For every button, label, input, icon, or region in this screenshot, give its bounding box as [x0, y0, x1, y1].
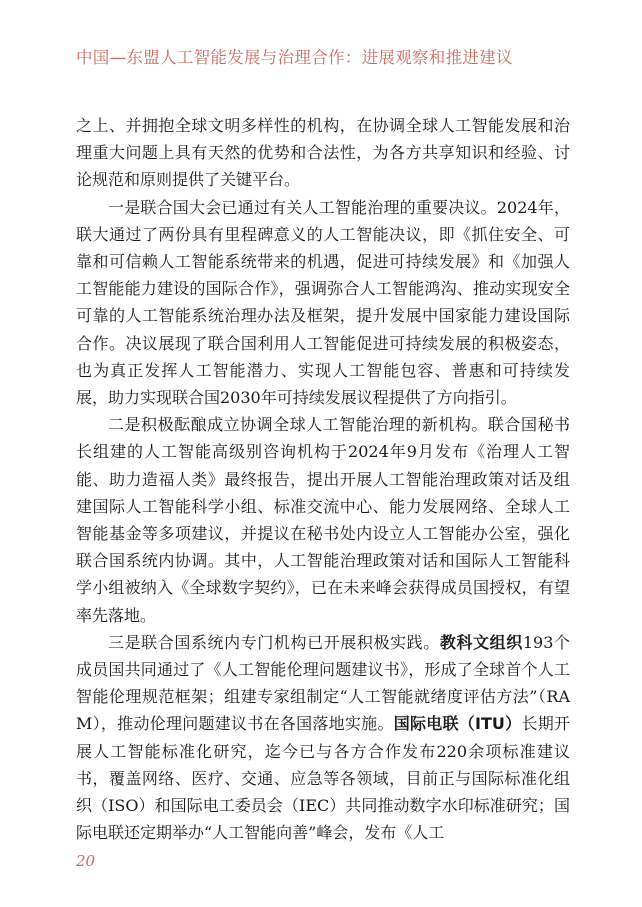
- paragraph-continuation: 之上、并拥抱全球文明多样性的机构，在协调全球人工智能发展和治理重大问题上具有天然的优势和合法性，为各方共享知识和经验、讨论规范和原则提供了关键平台。: [76, 116, 570, 190]
- running-header: 中国—东盟人工智能发展与治理合作：进展观察和推进建议: [76, 48, 513, 67]
- paragraph-middle: 193个成员国共同通过了《人工智能伦理问题建议书》，形成了全球首个人工智能伦理规范框架；组建专家组制定“人工智能就绪度评估方法”（RAM），推动伦理问题建议书在各国落地实施。: [76, 632, 570, 734]
- paragraph-un-general-assembly: 一是联合国大会已通过有关人工智能治理的重要决议。2024年，联大通过了两份具有里程碑意义的人工智能决议，即《抓住安全、可靠和可信赖人工智能系统带来的机遇，促进可持续发展》和《加强人工智能能力建设的国际合作》，强调弥合人工智能鸿沟、推动实现安全可靠的人工智能系统治理办法及框架，提升发展中国家能力建设国际合作。决议展现了联合国利用人工智能促进可持续发展的积极姿态，也为真正发挥人工智能潜力、实现人工智能包容、普惠和可持续发展，助力实现联合国2030年可持续发展议程提供了方向指引。: [76, 197, 570, 408]
- org-name-itu: 国际电联（ITU）: [393, 714, 522, 734]
- body-text: [76, 112, 570, 846]
- paragraph-new-institution: 二是积极酝酿成立协调全球人工智能治理的新机构。联合国秘书长组建的人工智能高级别咨询机构于2024年9月发布《治理人工智能、助力造福人类》最终报告，提出开展人工智能治理政策对话及组建国际人工智能科学小组、标准交流中心、能力发展网络、全球人工智能基金等多项建议，并提议在秘书处内设立人工智能办公室，强化联合国系统内协调。其中，人工智能治理政策对话和国际人工智能科学小组被纳入《全球数字契约》，已在未来峰会获得成员国授权，有望率先落地。: [76, 415, 570, 625]
- paragraph-tail: 长期开展人工智能标准化研究，迄今已与各方合作发布220余项标准建议书，覆盖网络、医疗、交通、应急等各领域，目前正与国际标准化组织（ISO）和国际电工委员会（IEC）共同推动数字水印标准研究；国际电联还定期举办“人工智能向善”峰会，发布《人工: [76, 714, 570, 843]
- page-number: 20: [76, 852, 96, 870]
- paragraph-lead: 三是联合国系统内专门机构已开展积极实践。: [108, 632, 440, 652]
- paragraph-specialized-agencies: [76, 629, 570, 847]
- org-name-unesco: 教科文组织: [439, 632, 523, 652]
